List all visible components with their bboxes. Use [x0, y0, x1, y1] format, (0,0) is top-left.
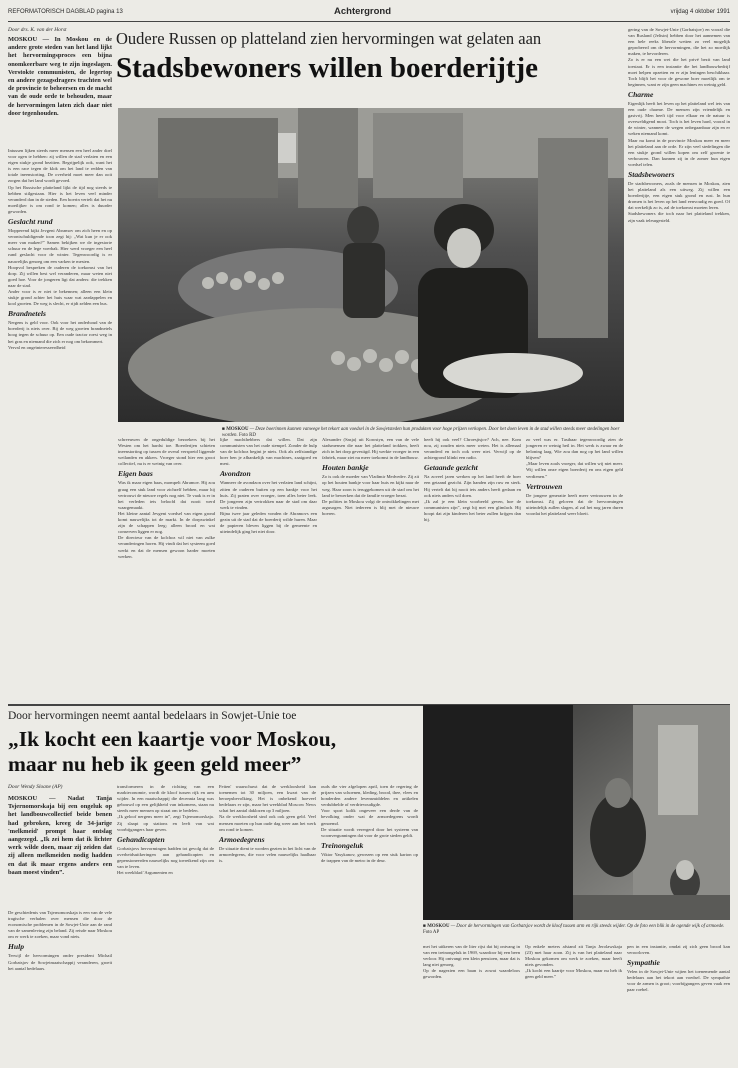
market-photo-illustration: [118, 108, 624, 422]
paragraph: Ander voor is er niet te bekennen; alleen een klein stukje grond achter het huis waar wat aardappelen en kool groeien. De weg is slecht, er rijdt zelden een bus.: [8, 288, 112, 307]
article2-byline: Door Wendy Sloane (AP): [8, 784, 63, 790]
caption-text: Door de hervormingen van Gorbatsjov wordt de kloof tussen arm en rijk steeds wijder. Op de foto een blik in de ogende wijk of armoede.: [456, 924, 725, 929]
paragraph: Het weekblad 'Argumenten en: [117, 870, 173, 876]
paragraph: Nergens is geld voor. Ook voor het onderhoud van de boerderij is niets over. Bij de weg groeien brandnetels hoog tegen de schuur op. Een oude tractor roest weg in het gras en niemand die zich er nog om bekommert.: [8, 320, 112, 344]
masthead: [8, 6, 730, 20]
caption-square-icon: ■: [423, 924, 426, 929]
paragraph: transformeren in de richting van een markteconomie, wordt de kloof tussen rijk en arm wijder. In een maatschappij die decennia lang was gebouwd op een gelijkheid van inkomens, staan nu steeds meer mensen op straat om te bedelen.: [117, 784, 214, 814]
paragraph: zo veel was er. Tastbaar tegenwoordig zien de jongeren er weinig heil in. Het werk is zwaar en de beloning laag. Wie zou dan nog op het land willen blijven?: [526, 437, 623, 461]
paragraph: De geschiedenis van Tsjernomorskaja is een van de vele tragische verhalen over mensen die door de economische problemen in de Sowjet-Unie aan de rand van de samenleving zijn beland. Zij reisde naar Moskou om er werk te zoeken, maar vond niets.: [8, 910, 112, 940]
subhead: Sympathie: [627, 958, 660, 968]
paragraph: Op het Russische platteland lijkt de tijd nog steeds te hebben stilgestaan. Hier is het leven veel minder veranderd dan in de steden. Een boerin vertelt dat het nu moeilijker is om rond te komen; alles is duurder geworden.: [8, 184, 112, 214]
paragraph: „Ik zal je een klein voorbeeld geven, hoe de communisten zijn”, zegt hij met een glimlach. Hij hoopt dat zijn kinderen het beter zullen krijgen dan hij.: [424, 498, 521, 523]
paragraph: De directeur van de kolchoz wil niet van zulke veranderingen horen. Hij vindt dat het systeem goed werkt en dat de mensen gewoon harder moeten werken.: [118, 535, 215, 559]
subhead: Charme: [628, 89, 654, 99]
paragraph: Na zoveel jaren werken op het land heeft de boer een getaand gezicht. Zijn handen zijn ruw en sterk. Hij vertelt dat hij nooit iets anders heeft gedaan en ook niets anders wil doen.: [424, 474, 521, 498]
caption-credit: Foto AP: [423, 930, 440, 936]
article1-photo: [118, 108, 624, 422]
caption-label: MOSKOU: [427, 924, 450, 929]
paragraph: Stadsbewoners die toch naar het platteland trekken, zijn vaak teleurgesteld.: [628, 211, 730, 223]
paragraph: Op enkele meters afstand zit Tanja Jerolawskaja (23) met haar zoon. Zij is van het platteland naar Moskou gekomen om werk te zoeken, maar heeft niets gevonden.: [525, 944, 622, 968]
article2-col7: [627, 944, 730, 994]
subhead: Avondzon: [220, 469, 251, 479]
paragraph: Intussen lijken steeds meer mensen een heel ander doel voor ogen te hebben: zij willen de stad verlaten en een eigen stukje grond bezitten. Begrijpelijk ook, want het is een race tegen de klok om het land te redden van totale ineenstorting. De overheid moet meer dan ooit zorgen dat het land wordt gevoed.: [8, 148, 112, 184]
paragraph: Voor sport kolik ongeveer een derde van de bevolking onder wat de armoedegrens wordt genoemd.: [321, 808, 418, 826]
subhead: Gehandicapten: [117, 834, 165, 844]
subhead: Brandnetels: [8, 309, 46, 319]
article1-lead: MOSKOU — In Moskou en de andere grote steden van het land lijkt het hervormingsproces een bijna onomkeerbare weg te zijn ingeslagen. Verstokte communisten, de legertop en andere gezagsdragers trachten wel de provincie te beheersen en de macht van de oude orde te behouden, maar de hervormingen laten zich daar niet door tegenhouden.: [8, 36, 112, 117]
article2-photo-caption: ■ MOSKOU — Door de hervormingen van Gorbatsjov wordt de kloof tussen arm en rijk steeds wijder. Op de foto een blik in de ogende wijk of armoede. Foto AP: [423, 924, 725, 936]
paragraph: „Maar leven zoals vroeger, dat willen wij niet meer. Wij willen onze eigen boerderij en ons eigen geld verdienen.”: [526, 461, 623, 479]
article1-photo-caption: ■ MOSKOU — Deze boerinnen kunnen vanwege het tekort aan voedsel in de Sowjetsteden hun produkten voor hoge prijzen verkopen. Door het doen leven in de stad willen steeds meer stedelingen boer worden. Foto RD: [222, 427, 620, 439]
paragraph: „Ik kocht een kaartje voor Moskou, maar nu heb ik geen geld meer.”: [525, 968, 622, 980]
paragraph: Hoopvol bespreken de ouderen de toekomst van het dorp. Zij willen best wel veranderen, maar weten niet goed hoe. Voor de jongeren ligt dat anders: die trekken naar de stad.: [8, 264, 112, 288]
paragraph: Zo is ook de moeder van Vladimir Medvedev. Zij zit op het houten bankje voor haar huis en kijkt naar de weg. Haar zoon is teruggekomen uit de stad om het land te bewerken dat de familie vroeger bezat.: [322, 474, 419, 498]
paragraph: pen in een instantie, omdat zij zich geen brood kan veroorloven.: [627, 944, 730, 956]
subhead: Stadsbewoners: [628, 169, 675, 179]
masthead-section: Achtergrond: [334, 6, 391, 17]
masthead-rule: [8, 21, 730, 22]
paragraph: Verval en ongeïnteresseerdheid: [8, 344, 66, 350]
article2-headline: [8, 727, 418, 777]
paragraph: met het uitkeren van de liter rijst dat bij ontvang in van een treinongeluk in 1969, waardoor hij een been verloor. Hij ontvangt een klein pensioen, maar dat is lang niet genoeg.: [423, 944, 520, 968]
paragraph: Het kleine aantal Jevgeni voedsel van eigen grond komt nauwelijks tot de markt. In de dorpswinkel zijn de schappen leeg; alleen brood en wat conserven liggen er nog.: [118, 510, 215, 535]
caption-credit: Foto RD: [238, 433, 256, 439]
paragraph: lijke machthebbers dat willen. Dat zijn communisten van het oude stempel. Zonder de hulp van de kolchoz begint je niets. Ook als zelfstandige boer ben je afhankelijk van machines, zaaigoed en mest.: [220, 437, 317, 467]
paragraph: De stadsbewoners, zoals de mensen in Moskou, zien het platteland als een uitweg. Zij willen een boerderijtje, een eigen stuk grond en rust. In hun dromen is het leven op het land eenvoudig en goed. Of dat werkelijk zo is, zal de toekomst moeten leren.: [628, 180, 730, 211]
article1-col7: [628, 27, 730, 224]
paragraph: De situatie wordt verergerd door het systeem van woonvergunningen dat voor de grote steden geldt.: [321, 826, 418, 838]
subhead: Houten bankje: [322, 463, 369, 473]
article1-col1: [8, 148, 112, 351]
article1-col5: [424, 437, 521, 523]
article2-col2: [117, 784, 214, 876]
article1-kicker: Oudere Russen op platteland zien hervormingen wat gelaten aan: [116, 29, 542, 48]
paragraph: Eigenlijk heeft het leven op het platteland wel iets van een oude charme. De mensen zijn vriendelijk en gastvrij. Men heeft tijd voor elkaar en de natuur is overweldigend mooi. Toch is het leven hard, vooral in de winter, wanneer de wegen onbegaanbaar zijn en er weken niemand komt.: [628, 100, 730, 137]
subhead: Eigen baas: [118, 469, 153, 479]
paragraph: ouds die vier afgelopen april, toen de regering de prijzen van schoenen, kleding, brood, thee, vlees en honderden andere levensmiddelen en artikelen verdubbelde of verdrievoudigde.: [321, 784, 418, 808]
caption-text: Deze boerinnen kunnen vanwege het tekort aan voedsel in de Sowjetsteden hun produkten voor hoge prijzen verkopen. Door het doen leven in de stad willen steeds meer stedelingen boer worden.: [222, 427, 620, 439]
subhead: Armoedegrens: [219, 834, 265, 844]
paragraph: De situatie dient te worden gezien in het licht van de armoedegrens, die voor velen nauwelijks haalbaar is.: [219, 845, 316, 863]
masthead-date: vrijdag 4 oktober 1991: [670, 9, 730, 15]
article2-col1: [8, 910, 112, 972]
paragraph: Terwijl de hervormingen onder president Michail Gorbatsjov de Sowjetmaatschappij veranderen, groeit het aantal bedelaars.: [8, 953, 112, 971]
paragraph: Gorbatsjovs hervormingen hadden tot gevolg dat de overheidsuitkeringen aan gehandicapten en gepensioneerden nauwelijks nog toereikend zijn om van te leven.: [117, 845, 214, 870]
article2-photo: [423, 705, 730, 920]
article1-headline: Stadsbewoners willen boerderijtje: [116, 52, 539, 84]
paragraph: Zo is er nu een wet die het privé bezit van land toestaat. Er is een instantie die het landbouwbedrijf moet helpen opzetten en er zijn leningen beschikbaar. Toch blijft het voor de gewone boer moeilijk om te beginnen, want er zijn geen machines en weinig geld.: [628, 57, 730, 87]
paragraph: Na de werkloosheid sind ook ook geen geld. Veel mensen moeten op hun oude dag weer aan het werk om rond te komen.: [219, 814, 316, 832]
paragraph: De polities in Moskou volgt de ontwikkelingen met argusogen. Niet iedereen is blij met de nieuwe boeren.: [322, 498, 419, 516]
article2-headline-line2: maar nu heb ik geen geld meer”: [8, 752, 302, 776]
paragraph: gering van de Sowjet-Unie (Gorbatsjov) en vooral die van Rusland (Jeltsin) hebben door het aannemen van een hele reeks liberale wetten zo veel mogelijk geprobeerd om de hervormingen, die het zo moeilijk maken, te bevorderen.: [628, 27, 730, 57]
caption-square-icon: ■: [222, 427, 225, 432]
article2-headline-line1: „Ik kocht een kaartje voor Moskou,: [8, 727, 337, 751]
paragraph: De jongere generatie heeft meer vertrouwen in de toekomst. Zij geloven dat de hervormingen uiteindelijk zullen slagen, al zal het nog jaren duren voordat het platteland weer bloeit.: [526, 492, 623, 516]
subhead: Vertrouwen: [526, 481, 563, 491]
paragraph: schreeuwen de ongeduldige bezoekers bij het Westen om het hardst toe. Boerderijen schieten ineenstorting op tussen de overal verspreid liggende weilanden en akkers. Vroeger stond hier een groot collectief, nu is er weinig van over.: [118, 437, 215, 467]
subhead: Treinongeluk: [321, 840, 364, 850]
article1-col3: [220, 437, 317, 535]
paragraph: Feiten' waarschuwt dat de werkloosheid kan toenemen tot 30 miljoen, een kwart van de beroepsbevolking. Het is onbekend hoeveel bedelaars er zijn, maar het weekblad Moscow News schat het aantal daklozen op 3 miljoen.: [219, 784, 316, 814]
paragraph: „Ik geloof nergens meer in”, zegt Tsjernomorskaja. Zij slaapt op stations en leeft van wat voorbijgangers haar geven.: [117, 814, 214, 832]
masthead-paper-page: REFORMATORISCH DAGBLAD pagina 13: [8, 9, 123, 15]
article1-col6: [526, 437, 623, 517]
paragraph: Bijna twee jaar geleden vonden de Abramovs een gezin uit de stad dat de boerderij wilde huren. Maar de papieren bleven liggen bij de gemeente en uiteindelijk ging het niet door.: [220, 510, 317, 535]
paragraph: Alexander (Sasja) uit Korostyn, een van de vele stadsmensen die naar het platteland trokken, heeft zich in het dorp gevestigd. Hij werkte vroeger in een fabriek, maar ziet nu meer toekomst in de landbouw.: [322, 437, 419, 461]
caption-label: MOSKOU: [226, 427, 249, 432]
paragraph: Was ik maar eigen baas, mompelt Abramov. Hij zou graag een stuk land voor zichzelf hebben, maar hij vertrouwt de nieuwe regels nog niet. Te vaak is er in het verleden iets beloofd dat nooit werd waargemaakt.: [118, 480, 215, 510]
paragraph: heeft hij ook veel? Chroesjtsjov? Ach, nee. Kom nou, zij zouden niets meer weten. Het is allemaal veranderd en toch ook weer niet. Verwijl op de achtergrond klinkt een radio.: [424, 437, 521, 461]
subhead: Hulp: [8, 942, 25, 952]
article1-col4: [322, 437, 419, 517]
article2-col6: [525, 944, 622, 981]
article2-col5: [423, 944, 520, 981]
paragraph: Op de nagezien een baan is zowat waardeloos geworden.: [423, 968, 520, 980]
article2-col3: [219, 784, 316, 864]
article2-lead: MOSKOU — Nadat Tanja Tsjernomorskaja bij een ongeluk op het landbouwcollectief beide benen had gebroken, kreeg de 34-jarige 'melkmeid' prompt haar ontslag aangezegd. „Ik zei hem dat ik lichter werk wilde doen, maar zij zeiden dat zij alleen melkmeiden nodig hadden en dat ik maar ergens anders een baan moest vinden”.: [8, 795, 112, 876]
article1-byline: Door drs. K. van der Horst: [8, 27, 67, 33]
paragraph: Velen in de Sowjet-Unie wijten het toenemende aantal bedelaars aan het tekort aan voedsel. De sympathie voor de armen is groot; voorbijgangers geven vaak een paar roebel.: [627, 969, 730, 993]
article1-col2: [118, 437, 215, 560]
paragraph: Maar nu komt in de provincie Moskou meer en meer het platteland aan de orde. Er zijn veel stedelingen die een stukje grond willen kopen om zelf groente te verbouwen. Dan kunnen zij in de zomer hun eigen voedsel telen.: [628, 137, 730, 167]
paragraph: Mopperend kijkt Jevgeni Abramov om zich heen en op verontschuldigende toon zegt hij: „Wat kun je er ook meer van maken?” Samen bekijken we de ingestorte schuur en de lege voerbak. Hier werd vroeger een heel rund geslacht voor de winter. Tegenwoordig is er nauwelijks genoeg om een varken te mesten.: [8, 228, 112, 264]
subhead: Getaande gezicht: [424, 463, 478, 473]
article2-kicker: Door hervormingen neemt aantal bedelaars in Sowjet-Unie toe: [8, 710, 297, 722]
paragraph: Viktor Yasykanov, gewezen op een stuk karton op de trappen van de metro in de deur.: [321, 851, 418, 863]
subhead: Geslacht rund: [8, 217, 53, 227]
article2-col4: [321, 784, 418, 864]
paragraph: Wanneer de avondzon over het verlaten land schijnt, zitten de ouderen buiten op een bankje voor het huis. Zij praten over vroeger, toen alles beter leek. De jongeren zijn vertrokken naar de stad om daar werk te vinden.: [220, 480, 317, 510]
beggar-photo-illustration: [423, 705, 730, 920]
